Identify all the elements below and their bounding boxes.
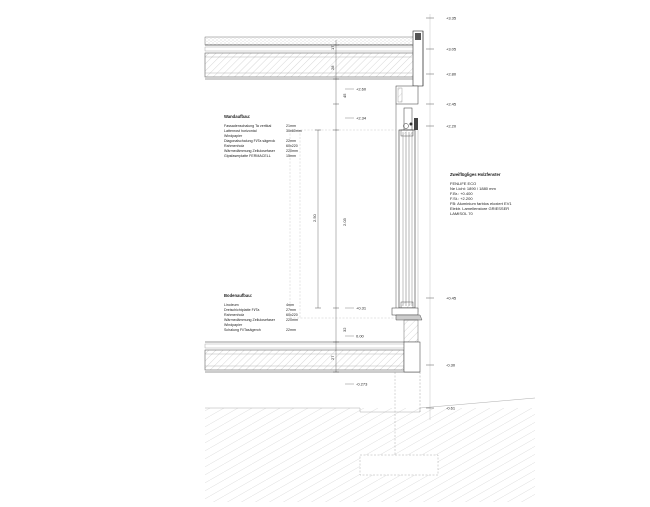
- level-mark: [426, 16, 457, 21]
- svg-text:60x220: 60x220: [286, 144, 298, 148]
- svg-text:-0.30: -0.30: [446, 362, 456, 368]
- svg-text:Windpapier: Windpapier: [224, 323, 243, 327]
- window-sill: [392, 308, 422, 342]
- svg-text:Rahmenholz: Rahmenholz: [224, 313, 245, 317]
- level-mark: [426, 102, 457, 107]
- floor-build-title: Bodenaufbau:: [224, 293, 253, 298]
- svg-text:Linoleum: Linoleum: [224, 303, 239, 307]
- svg-text:Dreischichtplatte Fi/Ta: Dreischichtplatte Fi/Ta: [224, 308, 260, 312]
- svg-text:Fassadenschalung Ta vertikal: Fassadenschalung Ta vertikal: [224, 124, 272, 128]
- ref-head: +2.34: [356, 115, 367, 121]
- wall-assembly: [290, 104, 396, 318]
- svg-text:+0.45: +0.45: [446, 295, 457, 301]
- level-mark: [426, 296, 457, 301]
- ref-floor: 0.00: [356, 333, 364, 339]
- level-mark: [426, 72, 457, 77]
- dim-lintel: 45: [342, 93, 347, 98]
- svg-text:220mm: 220mm: [286, 149, 298, 153]
- svg-text:15mm: 15mm: [286, 154, 296, 158]
- window-head: [396, 86, 418, 130]
- svg-text:LAMISOL 70: LAMISOL 70: [450, 211, 473, 216]
- svg-text:30x60mm: 30x60mm: [286, 129, 302, 133]
- svg-text:60x220: 60x220: [286, 313, 298, 317]
- svg-text:+3.05: +3.05: [446, 46, 457, 52]
- dim-roof-top: 17: [330, 45, 335, 50]
- svg-text:Ne Licht: 1890 / 1880 mm: Ne Licht: 1890 / 1880 mm: [450, 186, 496, 191]
- svg-text:21mm: 21mm: [286, 124, 296, 128]
- level-mark: [426, 124, 457, 129]
- foundation: [205, 372, 535, 502]
- floor-build-legend: [224, 293, 298, 332]
- dimension-chain: [312, 40, 368, 387]
- ref-sill: +0.31: [356, 305, 367, 311]
- wall-build-legend: [224, 114, 302, 158]
- svg-text:+2.45: +2.45: [446, 101, 457, 107]
- dim-wall-inner: 2.03: [342, 218, 347, 226]
- svg-text:Rahmenholz: Rahmenholz: [224, 144, 245, 148]
- svg-text:220mm: 220mm: [286, 318, 298, 322]
- svg-text:+2.80: +2.80: [446, 71, 457, 77]
- dim-roof-slab: 28: [330, 65, 335, 70]
- level-mark: [426, 47, 457, 52]
- wall-build-title: Wandaufbau:: [224, 114, 251, 119]
- roof-assembly: [205, 31, 423, 86]
- svg-text:22mm: 22mm: [286, 139, 296, 143]
- svg-text:+2.20: +2.20: [446, 123, 457, 129]
- svg-text:FENLIFE ECO: FENLIFE ECO: [450, 181, 477, 186]
- svg-text:F.Br.: +0.400: F.Br.: +0.400: [450, 191, 473, 196]
- svg-text:Wärmedämmung Zellulosefaser: Wärmedämmung Zellulosefaser: [224, 318, 275, 322]
- dim-wall-outer: 2.50: [312, 214, 317, 222]
- svg-text:27mm: 27mm: [286, 308, 296, 312]
- dim-sill: 32: [342, 327, 347, 332]
- ref-top: +2.60: [356, 86, 367, 92]
- dim-floor-slab: 27: [330, 355, 335, 360]
- svg-text:Elektr. Lamellenstore GRIESSER: Elektr. Lamellenstore GRIESSER: [450, 206, 510, 211]
- svg-text:Lattenrost horizontal: Lattenrost horizontal: [224, 129, 257, 133]
- floor-assembly: [205, 342, 420, 372]
- svg-text:Windpapier: Windpapier: [224, 134, 243, 138]
- svg-text:4mm: 4mm: [286, 303, 294, 307]
- svg-text:22mm: 22mm: [286, 328, 296, 332]
- svg-text:+3.35: +3.35: [446, 15, 457, 21]
- window-frame: [399, 130, 418, 312]
- svg-text:F.St.: +2.200: F.St.: +2.200: [450, 196, 473, 201]
- svg-text:Wärmedämmung Zellulosefaser: Wärmedämmung Zellulosefaser: [224, 149, 275, 153]
- svg-text:-0.61: -0.61: [446, 405, 456, 411]
- level-mark: [426, 363, 456, 368]
- svg-text:Diagonalschalung Fi/Ta sägerok: Diagonalschalung Fi/Ta sägerok: [224, 139, 276, 143]
- window-note-title: Zweiflügliges Holzfenster: [450, 172, 501, 177]
- svg-text:Schalung Fi/Tasägeroh: Schalung Fi/Tasägeroh: [224, 328, 261, 332]
- svg-text:FB: Aluminium farblos eloxiert: FB: Aluminium farblos eloxiert EV1: [450, 201, 512, 206]
- svg-text:Gipsfaserplatte FERMACELL: Gipsfaserplatte FERMACELL: [224, 154, 271, 158]
- ref-ground: -0.273: [356, 381, 368, 387]
- window-note: [450, 172, 512, 216]
- level-column: [426, 14, 457, 420]
